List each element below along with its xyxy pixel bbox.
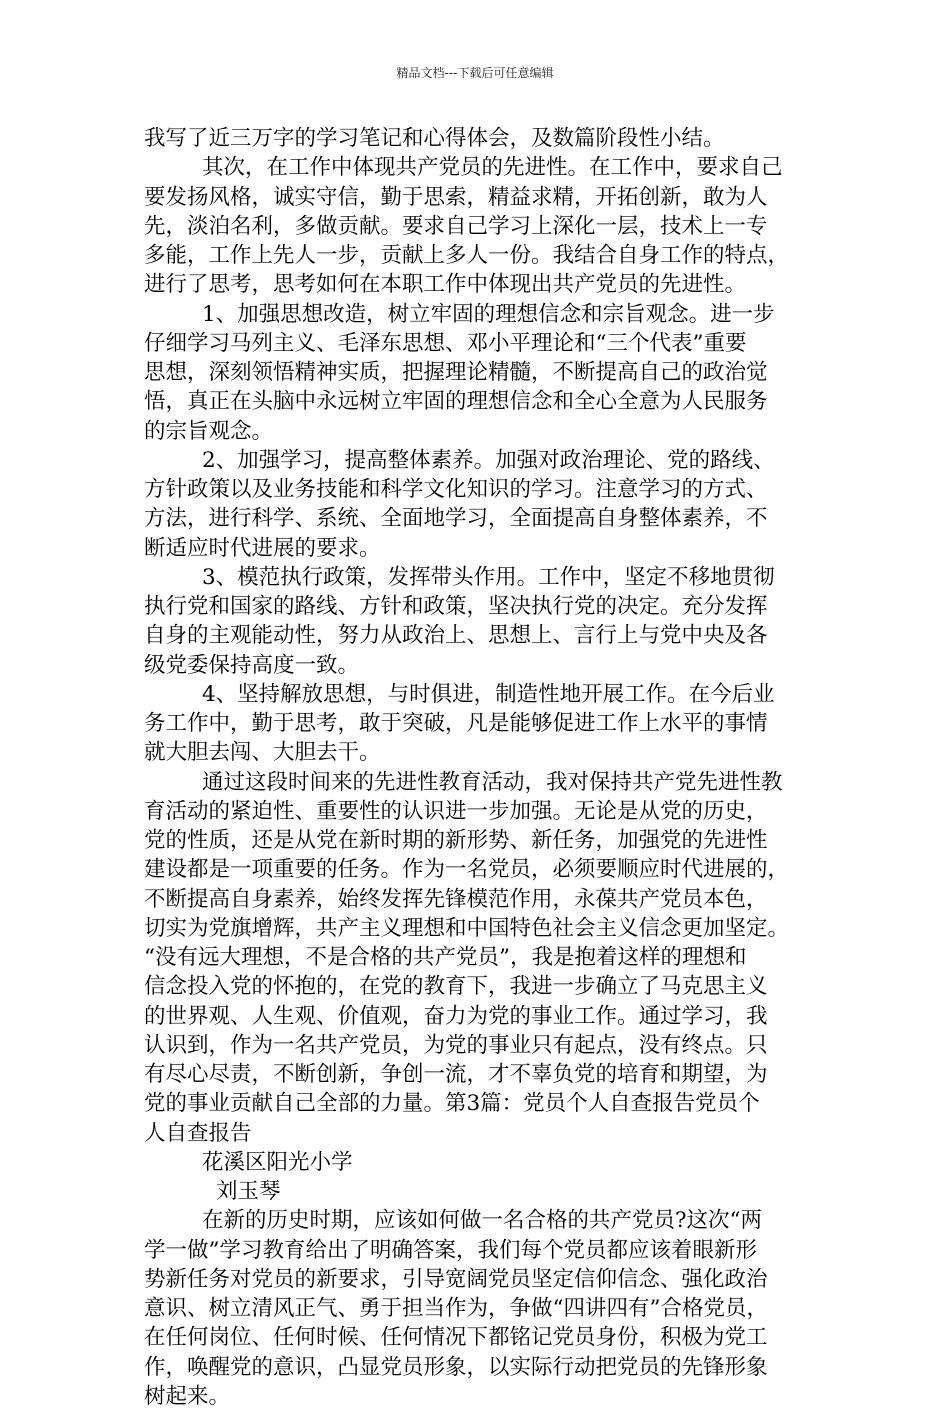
text-line: 仔细学习马列主义、毛泽东思想、邓小平理论和“三个代表”重要 [144,330,747,356]
text-line: 多能，工作上先人一步，贡献上多人一份。我结合自身工作的特点， [144,243,790,268]
document-body [144,124,808,1411]
text-line: 党的事业贡献自己全部的力量。第3篇：党员个人自查报告党员个 [144,1091,760,1117]
page-header: 精品文档---下载后可任意编辑 [396,66,554,80]
text-line: 意识、树立清风正气、勇于担当作为，争做“四讲四有”合格党员， [144,1296,768,1321]
text-line: 进行了思考，思考如何在本职工作中体现出共产党员的先进性。 [144,272,747,298]
text-line: 断适应时代进展的要求。 [144,535,381,561]
text-line: 4、坚持解放思想，与时俱进，制造性地开展工作。在今后业 [202,681,775,707]
text-line: 信念投入党的怀抱的，在党的教育下，我进一步确立了马克思主义 [144,974,768,1000]
text-line: 在新的历史时期，应该如何做一名合格的共产党员?这次“两 [202,1208,763,1234]
text-line: 育活动的紧迫性、重要性的认识进一步加强。无论是从党的历史， [144,798,768,824]
text-line: 的世界观、人生观、价值观，奋力为党的事业工作。通过学习，我 [144,1003,768,1029]
text-line: 先，淡泊名利，多做贡献。要求自己学习上深化一层，技术上一专 [144,213,768,239]
text-line: 3、模范执行政策，发挥带头作用。工作中，坚定不移地贯彻 [202,564,775,590]
text-line: 方法，进行科学、系统、全面地学习，全面提高自身整体素养，不 [144,506,768,532]
text-line: 方针政策以及业务技能和科学文化知识的学习。注意学习的方式、 [144,477,768,502]
school-name: 花溪区阳光小学 [202,1149,353,1175]
text-line: “没有远大理想，不是合格的共产党员”，我是抱着这样的理想和 [144,945,747,970]
text-line: 1、加强思想改造，树立牢固的理想信念和宗旨观念。进一步 [202,301,775,327]
text-line: 不断提高自身素养，始终发挥先锋模范作用，永葆共产党员本色， [144,886,768,912]
text-line: 2、加强学习，提高整体素养。加强对政治理论、党的路线、 [202,447,775,473]
text-line: 势新任务对党员的新要求，引导宽阔党员坚定信仰信念、强化政治 [144,1266,768,1292]
text-line: 要发扬风格，诚实守信，勤于思索，精益求精，开拓创新，敢为人 [144,184,768,210]
text-line: 级党委保持高度一致。 [144,652,360,678]
author-name: 刘玉琴 [216,1179,281,1204]
text-line: 树起来。 [144,1383,231,1409]
text-line: 我写了近三万字的学习笔记和心得体会，及数篇阶段性小结。 [144,126,725,151]
text-line: 务工作中，勤于思考，敢于突破，凡是能够促进工作上水平的事情 [144,711,768,736]
text-line: 自身的主观能动性，努力从政治上、思想上、言行上与党中央及各 [144,623,768,649]
text-line: 就大胆去闯、大胆去干。 [144,740,381,766]
text-line: 认识到，作为一名共产党员，为党的事业只有起点，没有终点。只 [144,1032,768,1058]
text-line: 在任何岗位、任何时候、任何情况下都铭记党员身份，积极为党工 [144,1325,768,1351]
text-line: 建设都是一项重要的任务。作为一名党员，必须要顺应时代进展的， [144,857,790,883]
text-line: 作，唤醒党的意识，凸显党员形象，以实际行动把党员的先锋形象 [144,1354,768,1380]
text-line: 通过这段时间来的先进性教育活动，我对保持共产党先进性教 [202,769,783,795]
text-line: 的宗旨观念。 [144,418,274,444]
text-line: 学一做”学习教育给出了明确答案，我们每个党员都应该着眼新形 [144,1237,757,1263]
text-line: 思想，深刻领悟精神实质，把握理论精髓，不断提高自己的政治觉 [144,360,768,385]
text-line: 有尽心尽责，不断创新，争创一流，才不辜负党的培育和期望，为 [144,1062,768,1087]
text-line: 切实为党旗增辉，共产主义理想和中国特色社会主义信念更加坚定。 [144,915,790,941]
text-line: 其次，在工作中体现共产党员的先进性。在工作中，要求自己 [202,155,783,181]
text-line: 党的性质，还是从党在新时期的新形势、新任务，加强党的先进性 [144,828,768,853]
text-line: 人自查报告 [144,1120,252,1146]
text-line: 执行党和国家的路线、方针和政策，坚决执行党的决定。充分发挥 [144,594,768,619]
text-line: 悟，真正在头脑中永远树立牢固的理想信念和全心全意为人民服务 [144,389,768,415]
